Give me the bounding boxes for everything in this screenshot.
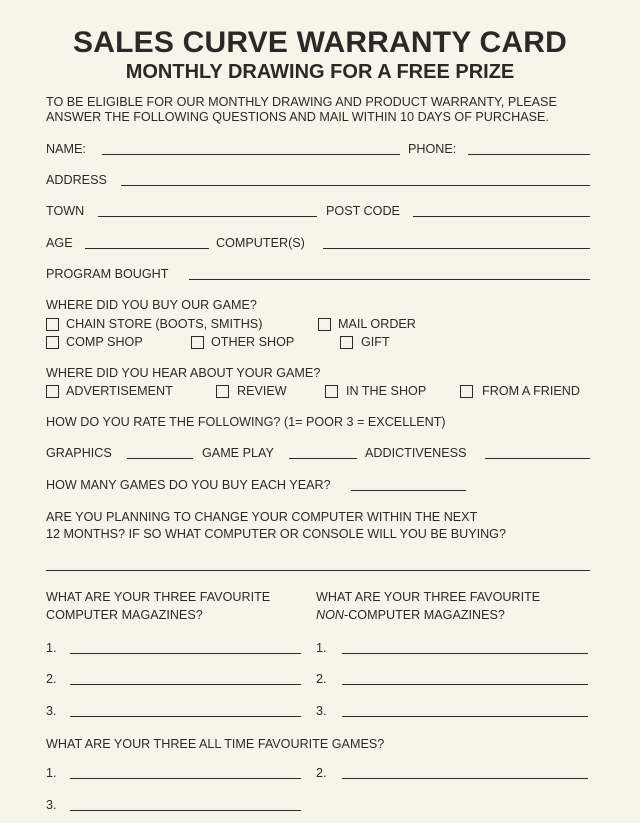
- from-a-friend-checkbox[interactable]: [460, 385, 473, 398]
- games-per-year-field[interactable]: [351, 490, 466, 491]
- in-the-shop-label: IN THE SHOP: [346, 384, 427, 398]
- game-play-field[interactable]: [289, 458, 357, 459]
- post-code-label: POST CODE: [326, 204, 400, 218]
- chain-store-checkbox[interactable]: [46, 318, 59, 331]
- gift-label: GIFT: [361, 335, 390, 349]
- addictiveness-label: ADDICTIVENESS: [365, 446, 467, 460]
- addictiveness-field[interactable]: [485, 458, 590, 459]
- favourite-games-question: WHAT ARE YOUR THREE ALL TIME FAVOURITE GAMES?: [46, 737, 385, 751]
- chain-store-label: CHAIN STORE (BOOTS, SMITHS): [66, 317, 263, 331]
- favourite-game-number-2: 2.: [316, 766, 327, 780]
- mail-order-label: MAIL ORDER: [338, 317, 416, 331]
- computers-field[interactable]: [323, 248, 590, 249]
- noncomputer-mag-number-1: 1.: [316, 641, 327, 655]
- computer-mag-number-2: 2.: [46, 672, 57, 686]
- noncomputer-mag-field-3[interactable]: [342, 716, 588, 717]
- from-a-friend-label: FROM A FRIEND: [482, 384, 580, 398]
- post-code-field[interactable]: [413, 216, 590, 217]
- name-label: NAME:: [46, 142, 86, 156]
- intro-text-line2: ANSWER THE FOLLOWING QUESTIONS AND MAIL WITHIN 10 DAYS OF PURCHASE.: [46, 110, 549, 124]
- non-emphasis: NON: [316, 608, 344, 622]
- graphics-field[interactable]: [127, 458, 193, 459]
- change-computer-field[interactable]: [46, 570, 590, 571]
- favourite-game-number-1: 1.: [46, 766, 57, 780]
- computer-mag-field-1[interactable]: [70, 653, 301, 654]
- phone-label: PHONE:: [408, 142, 457, 156]
- computer-mag-field-2[interactable]: [70, 684, 301, 685]
- rating-question: HOW DO YOU RATE THE FOLLOWING? (1= POOR 3 = EXCELLENT): [46, 415, 446, 429]
- noncomputer-magazines-q1: WHAT ARE YOUR THREE FAVOURITE: [316, 590, 541, 604]
- noncomputer-magazines-q2: [316, 607, 505, 623]
- favourite-game-number-3: 3.: [46, 798, 57, 812]
- computer-mag-number-3: 3.: [46, 704, 57, 718]
- age-field[interactable]: [85, 248, 209, 249]
- card-subtitle: MONTHLY DRAWING FOR A FREE PRIZE: [125, 61, 515, 83]
- advertisement-label: ADVERTISEMENT: [66, 384, 173, 398]
- town-field[interactable]: [98, 216, 317, 217]
- advertisement-checkbox[interactable]: [46, 385, 59, 398]
- address-field[interactable]: [121, 185, 590, 186]
- intro-text-line1: TO BE ELIGIBLE FOR OUR MONTHLY DRAWING AND PRODUCT WARRANTY, PLEASE: [46, 95, 557, 109]
- card-title: SALES CURVE WARRANTY CARD: [73, 26, 567, 59]
- graphics-label: GRAPHICS: [46, 446, 112, 460]
- favourite-game-field-3[interactable]: [70, 810, 301, 811]
- other-shop-label: OTHER SHOP: [211, 335, 295, 349]
- program-bought-field[interactable]: [189, 279, 590, 280]
- favourite-game-field-1[interactable]: [70, 778, 301, 779]
- computer-magazines-q1: WHAT ARE YOUR THREE FAVOURITE: [46, 590, 271, 604]
- gift-checkbox[interactable]: [340, 336, 353, 349]
- game-play-label: GAME PLAY: [202, 446, 274, 460]
- noncomputer-mag-field-1[interactable]: [342, 653, 588, 654]
- address-label: ADDRESS: [46, 173, 107, 187]
- computer-magazines-q2: COMPUTER MAGAZINES?: [46, 608, 203, 622]
- review-checkbox[interactable]: [216, 385, 229, 398]
- age-label: AGE: [46, 236, 73, 250]
- change-computer-line1: ARE YOU PLANNING TO CHANGE YOUR COMPUTER WITHIN THE NEXT: [46, 510, 478, 524]
- noncomputer-mag-field-2[interactable]: [342, 684, 588, 685]
- where-buy-question: WHERE DID YOU BUY OUR GAME?: [46, 298, 257, 312]
- phone-field[interactable]: [468, 154, 590, 155]
- games-per-year-label: HOW MANY GAMES DO YOU BUY EACH YEAR?: [46, 478, 331, 492]
- noncomputer-mag-number-3: 3.: [316, 704, 327, 718]
- noncomputer-rest: -COMPUTER MAGAZINES?: [344, 608, 505, 622]
- computer-mag-field-3[interactable]: [70, 716, 301, 717]
- computers-label: COMPUTER(S): [216, 236, 305, 250]
- comp-shop-checkbox[interactable]: [46, 336, 59, 349]
- other-shop-checkbox[interactable]: [191, 336, 204, 349]
- noncomputer-mag-number-2: 2.: [316, 672, 327, 686]
- mail-order-checkbox[interactable]: [318, 318, 331, 331]
- name-field[interactable]: [102, 154, 400, 155]
- town-label: TOWN: [46, 204, 85, 218]
- in-the-shop-checkbox[interactable]: [325, 385, 338, 398]
- comp-shop-label: COMP SHOP: [66, 335, 143, 349]
- review-label: REVIEW: [237, 384, 287, 398]
- change-computer-line2: 12 MONTHS? IF SO WHAT COMPUTER OR CONSOLE WILL YOU BE BUYING?: [46, 527, 506, 541]
- where-hear-question: WHERE DID YOU HEAR ABOUT YOUR GAME?: [46, 366, 321, 380]
- program-bought-label: PROGRAM BOUGHT: [46, 267, 169, 281]
- computer-mag-number-1: 1.: [46, 641, 57, 655]
- favourite-game-field-2[interactable]: [342, 778, 588, 779]
